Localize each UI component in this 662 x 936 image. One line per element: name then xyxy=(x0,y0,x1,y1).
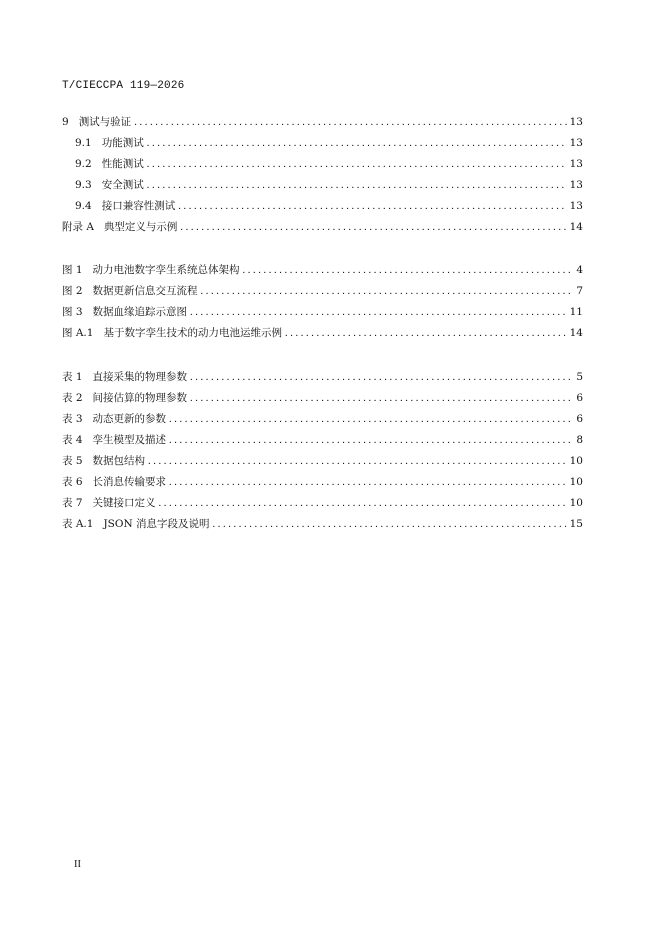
toc-section-entry[interactable] xyxy=(62,198,583,219)
toc-entry-page: 7 xyxy=(576,285,583,297)
toc-entry-title: 直接采集的物理参数 xyxy=(92,371,188,383)
toc-table-entry[interactable] xyxy=(62,474,583,495)
toc-entry-title: 长消息传输要求 xyxy=(92,476,167,488)
toc-dot-leader xyxy=(201,286,574,297)
toc-entry-page: 11 xyxy=(569,306,583,318)
toc-dot-leader xyxy=(285,328,567,339)
toc-tables-list xyxy=(62,369,583,537)
toc-entry-title: 接口兼容性测试 xyxy=(101,200,176,212)
toc-dot-leader xyxy=(147,159,567,170)
toc-section-entry[interactable] xyxy=(62,156,583,177)
toc-entry-page: 6 xyxy=(576,413,583,425)
toc-entry-page: 15 xyxy=(569,518,583,530)
toc-dot-leader xyxy=(147,180,567,191)
toc-entry-number: 9.2 xyxy=(75,158,92,170)
toc-entry-number: 表 7 xyxy=(62,497,83,509)
toc-entry-title: 数据更新信息交互流程 xyxy=(92,285,198,297)
toc-entry-number: 9.3 xyxy=(75,179,92,191)
toc-entry-page: 4 xyxy=(576,264,583,276)
toc-dot-leader xyxy=(169,477,567,488)
toc-entry-number: 9 xyxy=(62,116,69,128)
toc-dot-leader xyxy=(190,393,573,404)
toc-entry-page: 14 xyxy=(569,327,583,339)
toc-entry-title: 数据包结构 xyxy=(92,455,146,467)
toc-entry-number: 表 3 xyxy=(62,413,83,425)
toc-entry-page: 13 xyxy=(569,137,583,149)
toc-entry-page: 10 xyxy=(569,455,583,467)
toc-entry-number: 表 A.1 xyxy=(62,518,94,530)
toc-section-entry[interactable] xyxy=(62,135,583,156)
toc-entry-page: 13 xyxy=(569,116,583,128)
toc-entry-title: 数据血缘追踪示意图 xyxy=(92,306,188,318)
toc-dot-leader xyxy=(134,117,566,128)
toc-dot-leader xyxy=(178,201,566,212)
toc-entry-number: 图 1 xyxy=(62,264,83,276)
toc-entry-page: 14 xyxy=(569,221,583,233)
toc-entry-page: 13 xyxy=(569,158,583,170)
toc-entry-title: 基于数字孪生技术的动力电池运维示例 xyxy=(103,327,282,339)
toc-entry-title: 间接估算的物理参数 xyxy=(92,392,188,404)
toc-dot-leader xyxy=(213,519,567,530)
toc-dot-leader xyxy=(243,265,574,276)
toc-table-entry[interactable] xyxy=(62,516,583,537)
toc-entry-number: 表 4 xyxy=(62,434,83,446)
toc-section-entry[interactable] xyxy=(62,177,583,198)
standard-code-header: T/CIECCPA 119—2026 xyxy=(62,80,185,92)
toc-entry-title: 典型定义与示例 xyxy=(103,221,178,233)
toc-entry-page: 8 xyxy=(576,434,583,446)
toc-entry-number: 表 1 xyxy=(62,371,83,383)
toc-dot-leader xyxy=(159,498,567,509)
toc-entry-page: 5 xyxy=(576,371,583,383)
toc-dot-leader xyxy=(148,456,567,467)
toc-table-entry[interactable] xyxy=(62,432,583,453)
toc-entry-page: 13 xyxy=(569,200,583,212)
toc-entry-page: 10 xyxy=(569,497,583,509)
toc-entry-title: JSON 消息字段及说明 xyxy=(103,518,210,530)
toc-dot-leader xyxy=(169,435,573,446)
toc-entry-number: 9.4 xyxy=(75,200,92,212)
toc-entry-title: 性能测试 xyxy=(101,158,144,170)
toc-table-entry[interactable] xyxy=(62,390,583,411)
toc-entry-title: 安全测试 xyxy=(101,179,144,191)
toc-dot-leader xyxy=(147,138,567,149)
toc-entry-number: 9.1 xyxy=(75,137,92,149)
toc-entry-number: 表 2 xyxy=(62,392,83,404)
toc-entry-number: 图 2 xyxy=(62,285,83,297)
page-number: II xyxy=(74,859,81,870)
toc-figure-entry[interactable] xyxy=(62,325,583,346)
toc-entry-number: 图 3 xyxy=(62,306,83,318)
toc-entry-title: 功能测试 xyxy=(101,137,144,149)
toc-figures-list xyxy=(62,262,583,346)
toc-entry-page: 10 xyxy=(569,476,583,488)
toc-entry-title: 测试与验证 xyxy=(78,116,132,128)
toc-entry-page: 6 xyxy=(576,392,583,404)
toc-entry-title: 孪生模型及描述 xyxy=(92,434,167,446)
toc-dot-leader xyxy=(190,372,573,383)
toc-dot-leader xyxy=(190,307,567,318)
toc-figure-entry[interactable] xyxy=(62,304,583,325)
toc-entry-title: 动力电池数字孪生系统总体架构 xyxy=(92,264,240,276)
toc-table-entry[interactable] xyxy=(62,453,583,474)
toc-table-entry[interactable] xyxy=(62,495,583,516)
toc-section-entry[interactable] xyxy=(62,219,583,240)
toc-dot-leader xyxy=(169,414,573,425)
toc-figure-entry[interactable] xyxy=(62,283,583,304)
toc-entry-number: 表 5 xyxy=(62,455,83,467)
toc-entry-number: 表 6 xyxy=(62,476,83,488)
toc-dot-leader xyxy=(180,222,566,233)
toc-entry-page: 13 xyxy=(569,179,583,191)
toc-sections-list xyxy=(62,114,583,240)
toc-entry-number: 附录 A xyxy=(62,221,94,233)
toc-section-entry[interactable] xyxy=(62,114,583,135)
toc-table-entry[interactable] xyxy=(62,369,583,390)
toc-figure-entry[interactable] xyxy=(62,262,583,283)
toc-entry-title: 关键接口定义 xyxy=(92,497,156,509)
toc-table-entry[interactable] xyxy=(62,411,583,432)
toc-entry-title: 动态更新的参数 xyxy=(92,413,167,425)
toc-entry-number: 图 A.1 xyxy=(62,327,94,339)
